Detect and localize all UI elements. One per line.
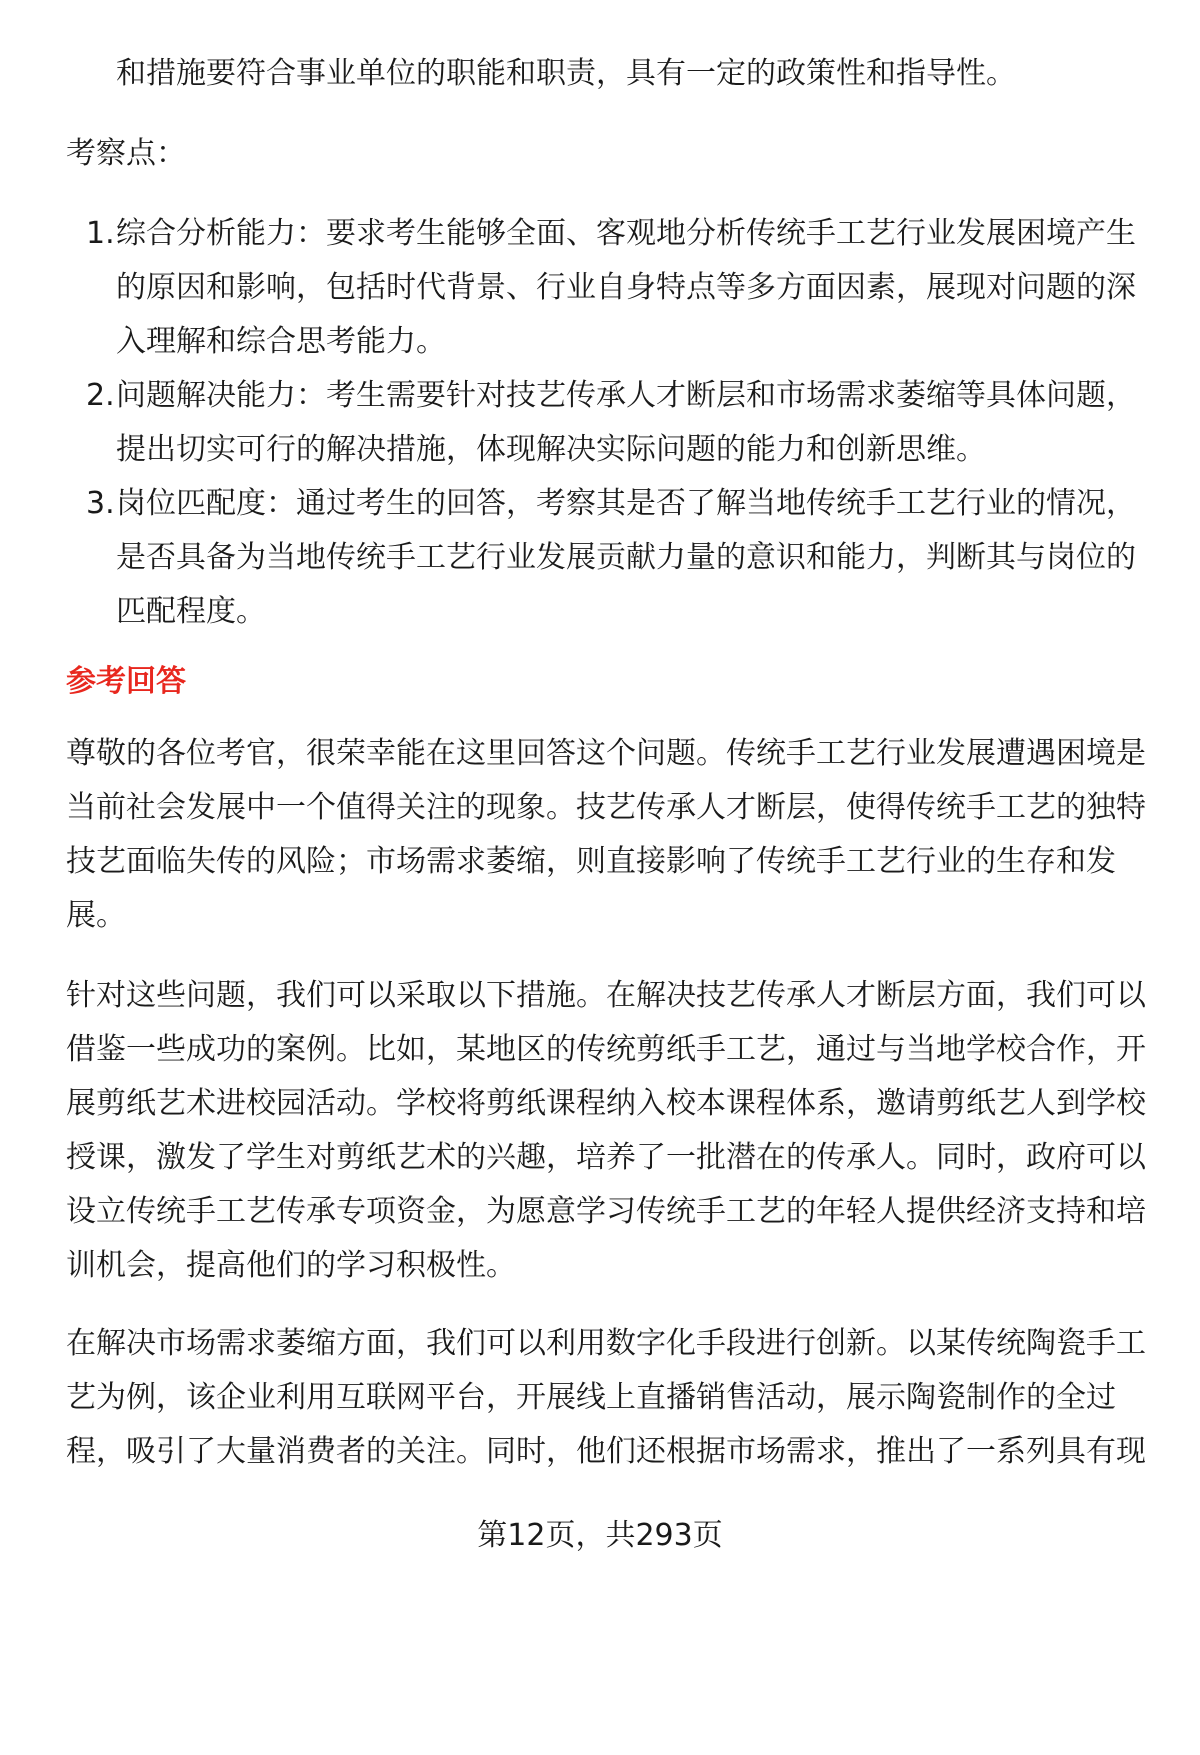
paragraph-line: 当前社会发展中一个值得关注的现象。技艺传承人才断层，使得传统手工艺的独特 [66, 790, 1146, 825]
list-item-line: 综合分析能力：要求考生能够全面、客观地分析传统手工艺行业发展困境产生 [116, 216, 1136, 251]
list-item-number: 2. [86, 378, 115, 413]
list-item-line: 匹配程度。 [116, 594, 266, 629]
paragraph-line: 授课，激发了学生对剪纸艺术的兴趣，培养了一批潜在的传承人。同时，政府可以 [66, 1140, 1146, 1175]
list-item-line: 的原因和影响，包括时代背景、行业自身特点等多方面因素，展现对问题的深 [116, 270, 1136, 305]
list-item-line: 入理解和综合思考能力。 [116, 324, 446, 359]
intro-tail-line: 和措施要符合事业单位的职能和职责，具有一定的政策性和指导性。 [116, 56, 1016, 91]
reference-answer-heading: 参考回答 [66, 664, 186, 699]
paragraph-line: 训机会，提高他们的学习积极性。 [66, 1248, 516, 1283]
paragraph-line: 在解决市场需求萎缩方面，我们可以利用数字化手段进行创新。以某传统陶瓷手工 [66, 1326, 1146, 1361]
exam-points-heading: 考察点： [66, 136, 186, 171]
paragraph-line: 设立传统手工艺传承专项资金，为愿意学习传统手工艺的年轻人提供经济支持和培 [66, 1194, 1146, 1229]
paragraph-line: 程，吸引了大量消费者的关注。同时，他们还根据市场需求，推出了一系列具有现 [66, 1434, 1146, 1469]
paragraph-line: 尊敬的各位考官，很荣幸能在这里回答这个问题。传统手工艺行业发展遭遇困境是 [66, 736, 1146, 771]
paragraph-line: 艺为例，该企业利用互联网平台，开展线上直播销售活动，展示陶瓷制作的全过 [66, 1380, 1116, 1415]
list-item-line: 问题解决能力：考生需要针对技艺传承人才断层和市场需求萎缩等具体问题， [116, 378, 1136, 413]
list-item-number: 1. [86, 216, 115, 251]
paragraph-line: 展剪纸艺术进校园活动。学校将剪纸课程纳入校本课程体系，邀请剪纸艺人到学校 [66, 1086, 1146, 1121]
paragraph-line: 技艺面临失传的风险；市场需求萎缩，则直接影响了传统手工艺行业的生存和发 [66, 844, 1116, 879]
paragraph-line: 借鉴一些成功的案例。比如，某地区的传统剪纸手工艺，通过与当地学校合作，开 [66, 1032, 1146, 1067]
list-item-number: 3. [86, 486, 115, 521]
list-item-line: 提出切实可行的解决措施，体现解决实际问题的能力和创新思维。 [116, 432, 986, 467]
list-item-line: 是否具备为当地传统手工艺行业发展贡献力量的意识和能力，判断其与岗位的 [116, 540, 1136, 575]
paragraph-line: 针对这些问题，我们可以采取以下措施。在解决技艺传承人才断层方面，我们可以 [66, 978, 1146, 1013]
list-item-line: 岗位匹配度：通过考生的回答，考察其是否了解当地传统手工艺行业的情况， [116, 486, 1136, 521]
paragraph-line: 展。 [66, 898, 126, 933]
page-footer: 第12页，共293页 [477, 1518, 723, 1553]
